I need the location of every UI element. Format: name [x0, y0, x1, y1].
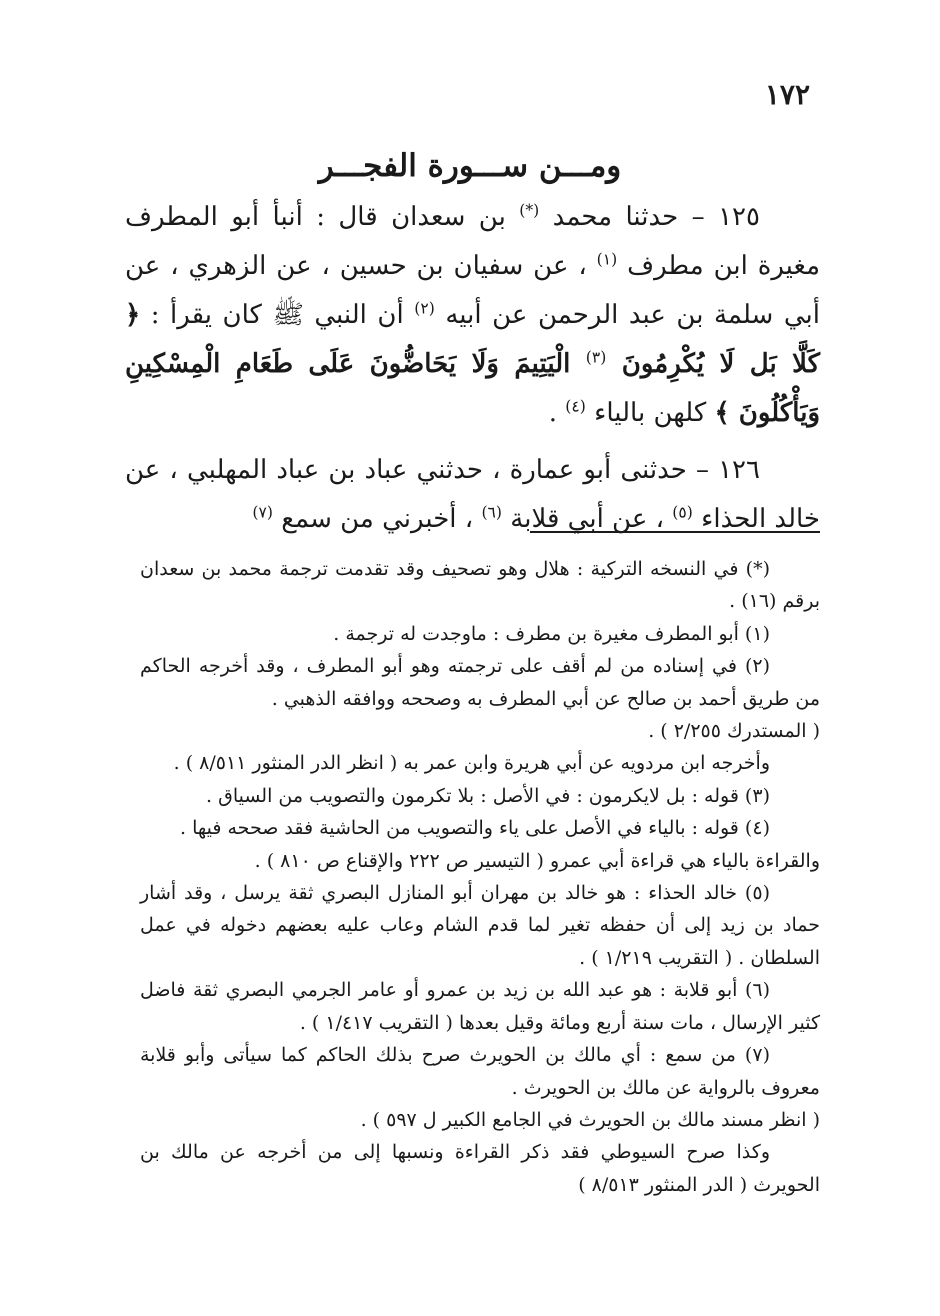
hadith-text: ، عن سفيان بن حسين ، عن الزهري ، عن أبي سلمة بن عبد الرحمن عن أبيه	[125, 251, 820, 330]
footnote-ref: (٤)	[565, 397, 586, 416]
footnote-2: (٢) في إسناده من لم أقف على ترجمته وهو أبو المطرف ، وقد أخرجه الحاكم من طريق أحمد بن صالح عن أبي المطرف به وصححه ووافقه الذهبي .	[140, 655, 820, 710]
footnote-4: (٤) قوله : بالياء في الأصل على ياء والتصويب من الحاشية فقد صححه فيها .	[180, 817, 770, 840]
hadith-text: .	[548, 398, 566, 428]
hadith-text: أن النبي ﷺ كان يقرأ :	[140, 300, 415, 330]
hadith-text: ، عن أبي قلابة	[502, 504, 673, 534]
footnote-4-extra: والقراءة بالياء هي قراءة أبي عمرو ( التيسير ص ٢٢٢ والإقناع ص ٨١٠ ) .	[254, 849, 820, 872]
page-number: ١٧٢	[764, 78, 810, 111]
footnote-ref: (٧)	[252, 503, 273, 522]
footnote-6: (٦) أبو قلابة : هو عبد الله بن زيد بن عمرو أو عامر الجرمي البصري ثقة فاضل كثير الإرسال ، مات سنة أربع ومائة وقيل بعدها ( التقريب ١/٤١٧ ) .	[140, 979, 820, 1034]
footnote-ref: (٥)	[672, 503, 693, 522]
hadith-126	[125, 446, 820, 544]
hadith-text: ١٢٦ – حدثنى أبو عمارة ، حدثني عباد بن عباد المهلبي ، عن خالد الحذاء	[125, 455, 820, 534]
surah-title: ومـــن ســـورة الفجـــر	[318, 148, 622, 184]
footnote-7-extra: وكذا صرح السيوطي فقد ذكر القراءة ونسبها إلى من أخرجه عن مالك بن الحويرث ( الدر المنثور ٨/٥١٣ )	[140, 1141, 820, 1196]
footnote-2-extra: وأخرجه ابن مردويه عن أبي هريرة وابن عمر به ( انظر الدر المنثور ٨/٥١١ ) .	[173, 752, 770, 775]
footnotes	[140, 553, 820, 1201]
footnote-ref: (٦)	[481, 503, 503, 522]
footnote-5: (٥) خالد الحذاء : هو خالد بن مهران أبو المنازل البصري ثقة يرسل ، وقد أشار حماد بن زيد إلى أن حفظه تغير لما قدم الشام وعاب عليه بعضهم دخوله في عمل السلطان . ( التقريب ١/٢١٩ ) .	[140, 882, 820, 969]
footnote-separator	[530, 531, 820, 533]
hadith-text: ، أخبرني من سمع	[272, 504, 482, 534]
footnote-3: (٣) قوله : بل لايكرمون : في الأصل : بلا تكرمون والتصويب من السياق .	[206, 784, 770, 807]
footnote-ref: (٣)	[585, 348, 607, 367]
footnote-ref: (٢)	[414, 299, 435, 318]
quran-verse: ﴿ كَلَّا بَل لَا يُكْرِمُونَ	[125, 300, 821, 379]
hadith-125	[125, 193, 820, 438]
footnote-ref: (١)	[596, 250, 618, 269]
hadith-text: ١٢٥ – حدثنا محمد	[539, 202, 760, 232]
main-text	[125, 193, 820, 544]
footnote-2-citation: ( المستدرك ٢/٢٥٥ ) .	[648, 720, 820, 743]
hadith-text: كلهن بالياء	[585, 398, 715, 428]
footnote-1: (١) أبو المطرف مغيرة بن مطرف : ماوجدت له ترجمة .	[333, 622, 770, 645]
footnote-7: (٧) من سمع : أي مالك بن الحويرث صرح بذلك الحاكم كما سيأتى وأبو قلابة معروف بالرواية عن مالك بن الحويرث .	[140, 1044, 820, 1099]
footnote-7-citation: ( انظر مسند مالك بن الحويرث في الجامع الكبير ل ٥٩٧ ) .	[360, 1108, 820, 1131]
footnote-ref: (*)	[519, 201, 540, 220]
footnote-star: (*) في النسخه التركية : هلال وهو تصحيف وقد تقدمت ترجمة محمد بن سعدان برقم (١٦) .	[140, 558, 820, 613]
hadith-text: بن سعدان قال : أنبأ أبو المطرف مغيرة ابن مطرف	[125, 202, 820, 281]
quran-verse: الْيَتِيمَ وَلَا يَحَاضُّونَ عَلَى طَعَامِ الْمِسْكِينِ وَيَأْكُلُونَ ﴾	[125, 349, 820, 428]
